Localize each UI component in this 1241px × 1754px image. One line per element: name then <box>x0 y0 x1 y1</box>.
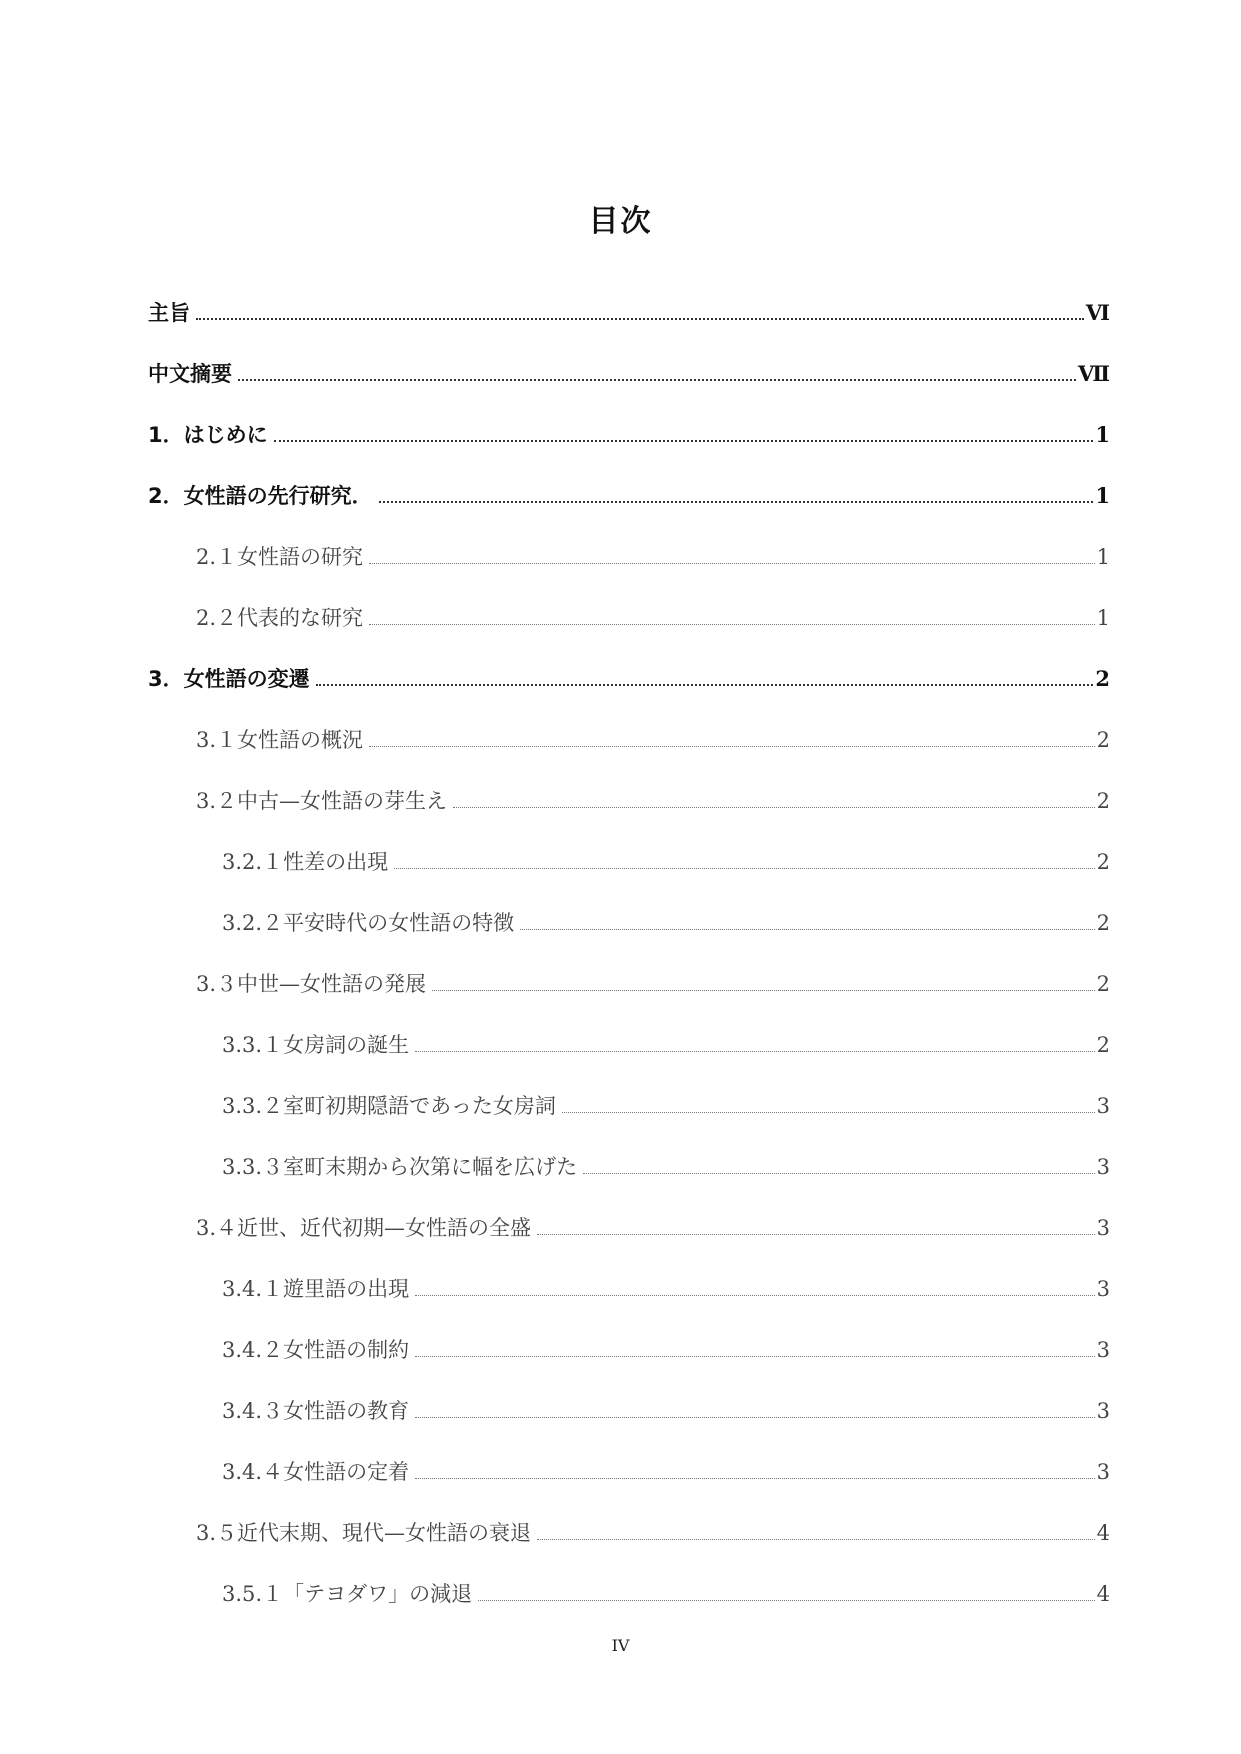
toc-entry-title: 3.2.１性差の出現 <box>222 850 389 874</box>
toc-entry[interactable] <box>148 1010 1110 1071</box>
toc-entry-page-number: 4 <box>1096 1582 1110 1606</box>
toc-entry-page-number: 1 <box>1096 606 1110 630</box>
dot-leader <box>415 1295 1095 1296</box>
toc-entry-page-number: 1 <box>1095 422 1110 447</box>
toc-entry-page-number: 2 <box>1096 789 1110 813</box>
toc-entry-page-number: 3 <box>1096 1216 1110 1240</box>
dot-leader <box>583 1173 1095 1174</box>
dot-leader <box>415 1478 1095 1479</box>
toc-entry-page-number: 1 <box>1095 483 1110 508</box>
dot-leader <box>415 1417 1095 1418</box>
dot-leader <box>196 318 1084 320</box>
toc-entry[interactable] <box>148 1376 1110 1437</box>
dot-leader <box>369 746 1095 747</box>
dot-leader <box>478 1600 1095 1601</box>
toc-entry-title: 2．女性語の先行研究． <box>148 484 373 508</box>
toc-entry[interactable] <box>148 766 1110 827</box>
dot-leader <box>394 868 1095 869</box>
toc-entry[interactable] <box>148 1132 1110 1193</box>
toc-entry-title: 3.4.２女性語の制約 <box>222 1338 410 1362</box>
table-of-contents <box>148 278 1110 1620</box>
dot-leader <box>537 1539 1095 1540</box>
toc-entry-title: 3.２中古—女性語の芽生え <box>196 789 448 813</box>
toc-entry-page-number: 1 <box>1096 545 1110 569</box>
toc-entry-title: 3.4.４女性語の定着 <box>222 1460 410 1484</box>
toc-entry[interactable] <box>148 827 1110 888</box>
toc-entry-title: 3.3.１女房詞の誕生 <box>222 1033 410 1057</box>
dot-leader <box>520 929 1095 930</box>
toc-entry-page-number: 3 <box>1096 1155 1110 1179</box>
toc-entry-page-number: 2 <box>1096 728 1110 752</box>
dot-leader <box>238 379 1076 381</box>
dot-leader <box>379 501 1094 503</box>
toc-entry-title: 3.５近代末期、現代—女性語の衰退 <box>196 1521 532 1545</box>
toc-entry-page-number: 3 <box>1096 1277 1110 1301</box>
dot-leader <box>562 1112 1095 1113</box>
dot-leader <box>415 1356 1095 1357</box>
toc-entry-title: 3.4.３女性語の教育 <box>222 1399 410 1423</box>
toc-entry[interactable] <box>148 1193 1110 1254</box>
toc-entry[interactable] <box>148 339 1110 400</box>
toc-entry-title: 3.１女性語の概況 <box>196 728 364 752</box>
toc-entry-page-number: Ⅵ <box>1085 300 1110 325</box>
toc-entry-title: 3.4.１遊里語の出現 <box>222 1277 410 1301</box>
toc-entry-page-number: 4 <box>1096 1521 1110 1545</box>
toc-entry[interactable] <box>148 1071 1110 1132</box>
toc-entry-page-number: Ⅶ <box>1077 361 1110 386</box>
toc-entry-title: 3.2.２平安時代の女性語の特徴 <box>222 911 515 935</box>
toc-entry[interactable] <box>148 583 1110 644</box>
toc-entry-title: 3.5.１「テヨダワ」の減退 <box>222 1582 473 1606</box>
toc-entry-page-number: 2 <box>1096 972 1110 996</box>
dot-leader <box>369 624 1095 625</box>
toc-entry-page-number: 2 <box>1096 1033 1110 1057</box>
toc-entry-title: 3.４近世、近代初期—女性語の全盛 <box>196 1216 532 1240</box>
toc-entry[interactable] <box>148 949 1110 1010</box>
toc-entry[interactable] <box>148 278 1110 339</box>
toc-entry[interactable] <box>148 522 1110 583</box>
toc-entry-title: 主旨 <box>148 301 190 325</box>
toc-entry[interactable] <box>148 888 1110 949</box>
toc-entry-title: 3.３中世—女性語の発展 <box>196 972 427 996</box>
toc-entry[interactable] <box>148 705 1110 766</box>
toc-entry[interactable] <box>148 1315 1110 1376</box>
toc-entry[interactable] <box>148 400 1110 461</box>
page-title: 目次 <box>588 204 653 240</box>
toc-entry-title: 中文摘要 <box>148 362 232 386</box>
page-footer-number: IV <box>611 1636 630 1655</box>
toc-entry-title: 3．女性語の変遷 <box>148 667 310 691</box>
toc-entry-title: 2.１女性語の研究 <box>196 545 364 569</box>
dot-leader <box>316 684 1094 686</box>
dot-leader <box>537 1234 1095 1235</box>
toc-entry-page-number: 2 <box>1096 911 1110 935</box>
toc-entry-title: 1．はじめに <box>148 423 268 447</box>
toc-entry-page-number: 3 <box>1096 1399 1110 1423</box>
toc-entry-page-number: 3 <box>1096 1460 1110 1484</box>
dot-leader <box>415 1051 1095 1052</box>
toc-entry[interactable] <box>148 461 1110 522</box>
toc-entry[interactable] <box>148 1254 1110 1315</box>
toc-entry[interactable] <box>148 644 1110 705</box>
toc-entry-page-number: 3 <box>1096 1094 1110 1118</box>
toc-entry-page-number: 2 <box>1095 666 1110 691</box>
toc-entry[interactable] <box>148 1559 1110 1620</box>
toc-entry-page-number: 3 <box>1096 1338 1110 1362</box>
toc-entry-title: 2.２代表的な研究 <box>196 606 364 630</box>
dot-leader <box>369 563 1095 564</box>
toc-entry[interactable] <box>148 1437 1110 1498</box>
dot-leader <box>432 990 1095 991</box>
toc-entry[interactable] <box>148 1498 1110 1559</box>
dot-leader <box>274 440 1094 442</box>
toc-entry-title: 3.3.２室町初期隠語であった女房詞 <box>222 1094 556 1118</box>
toc-entry-title: 3.3.３室町末期から次第に幅を広げた <box>222 1155 578 1179</box>
dot-leader <box>453 807 1095 808</box>
toc-entry-page-number: 2 <box>1096 850 1110 874</box>
